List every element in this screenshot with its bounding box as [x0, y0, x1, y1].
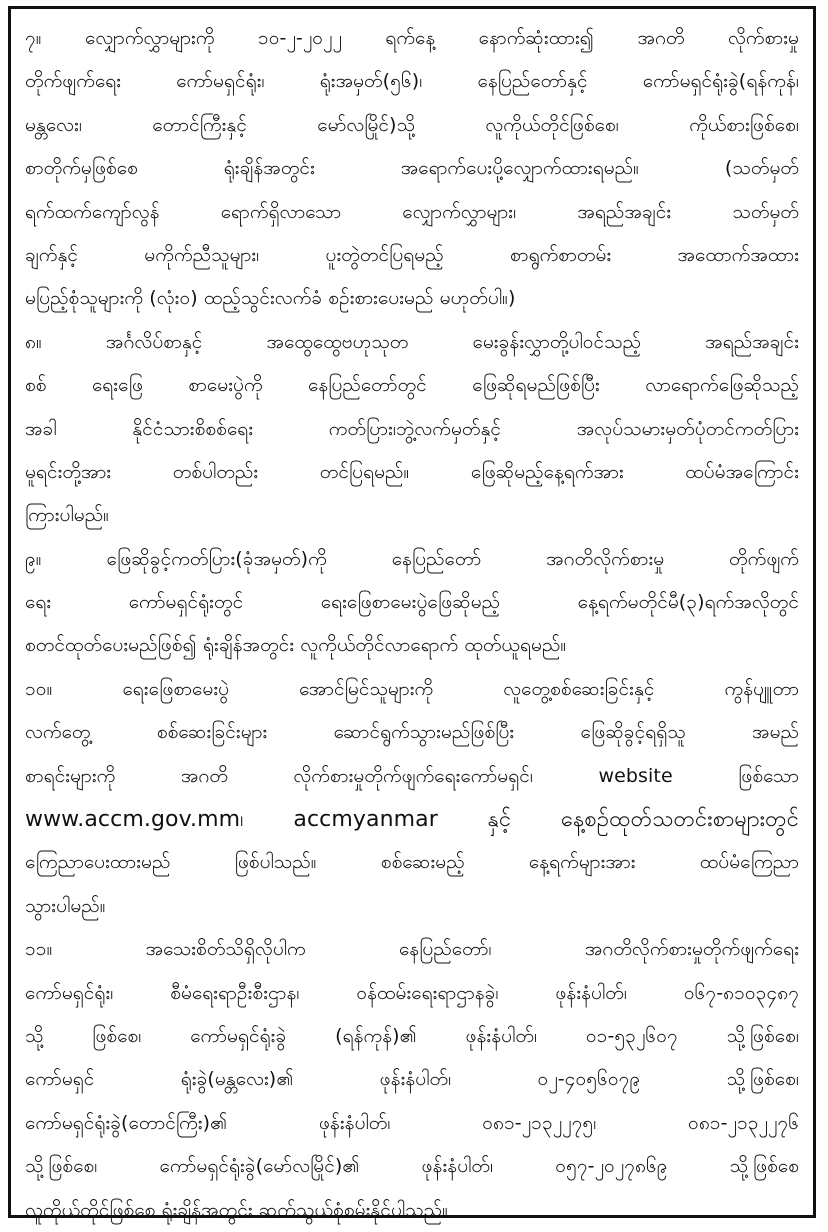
- text-line-website: www.accm.gov.mm၊ accmyanmar နှင့် နေ့စဉ်ထုတ်သတင်းစာများတွင်: [25, 807, 799, 833]
- text-line: ရက်ထက်ကျော်လွန် ရောက်ရှိလာသော လျှောက်လွှာများ၊ အရည်အချင်း သတ်မှတ်: [25, 200, 799, 223]
- text-line: ၇။ လျှောက်လွှာများကို ၁၀-၂-၂၀၂၂ ရက်နေ့ နောက်ဆုံးထား၍ အဂတိ လိုက်စားမှု: [25, 27, 799, 49]
- text-line: သို့ ဖြစ်စေ၊ ကော်မရှင်ရုံးခွဲ (ရန်ကုန်)၏ ဖုန်းနံပါတ်၊ ၀၁-၅၃၂၆၀၇ သို့ဖြစ်စေ၊: [25, 1024, 799, 1047]
- document-frame: [8, 6, 816, 1221]
- text-line: လက်တွေ့ စစ်ဆေးခြင်းများ ဆောင်ရွက်သွားမည်ဖြစ်ပြီး ဖြေဆိုခွင့်ရရှိသူ အမည်: [25, 721, 799, 744]
- text-line: အခါ နိုင်ငံသားစိစစ်ရေး ကတ်ပြား၊ဘွဲ့လက်မှတ်နှင့် အလုပ်သမားမှတ်ပုံတင်ကတ်ပြား: [25, 417, 799, 440]
- text-line: ၁၀။ ရေးဖြေစာမေးပွဲ အောင်မြင်သူများကို လူတွေ့စစ်ဆေးခြင်းနှင့် ကွန်ပျူတာ: [25, 677, 799, 700]
- text-line: ၁၁။ အသေးစိတ်သိရှိလိုပါက နေပြည်တော်၊ အဂတိလိုက်စားမှုတိုက်ဖျက်ရေး: [25, 938, 799, 961]
- text-line: စတင်ထုတ်ပေးမည်ဖြစ်၍ ရုံးချိန်အတွင်း လူကိုယ်တိုင်လာရောက် ထုတ်ယူရမည်။: [25, 634, 567, 657]
- text-line: တိုက်ဖျက်ရေး ကော်မရှင်ရုံး၊ ရုံးအမှတ်(၅၆)၊ နေပြည်တော်နှင့် ကော်မရှင်ရုံးခွဲ(ရန်ကုန်၊: [25, 70, 799, 93]
- text-line: ကြေညာပေးထားမည် ဖြစ်ပါသည်။ စစ်ဆေးမည့် နေ့ရက်များအား ထပ်မံကြေညာ: [25, 851, 799, 874]
- text-line: စာရင်းများကို အဂတိ လိုက်စားမှုတိုက်ဖျက်ရေးကော်မရှင်၊ website ဖြစ်သော: [25, 764, 799, 787]
- text-line: ချက်နှင့် မကိုက်ညီသူများ၊ ပူးတွဲတင်ပြရမည့် စာရွက်စာတမ်း အထောက်အထား: [25, 243, 799, 266]
- text-line: ရေး ကော်မရှင်ရုံးတွင် ရေးဖြေစာမေးပွဲဖြေဆိုမည့် နေ့ရက်မတိုင်မီ(၃)ရက်အလိုတွင်: [25, 591, 799, 614]
- text-line: ကော်မရှင် ရုံးခွဲ(မန္တလေး)၏ ဖုန်းနံပါတ်၊ ၀၂-၄၀၅၆၀၇၉ သို့ဖြစ်စေ၊: [25, 1068, 799, 1091]
- text-line: လူကိုယ်တိုင်ဖြစ်စေ ရုံးချိန်အတွင်း ဆက်သွယ်စုံစမ်းနိုင်ပါသည်။: [25, 1198, 448, 1221]
- text-line: သွားပါမည်။: [25, 894, 106, 917]
- paragraph-item-11: [25, 928, 799, 1232]
- text-line: စစ် ရေးဖြေ စာမေးပွဲကို နေပြည်တော်တွင် ဖြေဆိုရမည်ဖြစ်ပြီး လာရောက်ဖြေဆိုသည့်: [25, 374, 799, 397]
- text-line: သို့ဖြစ်စေ၊ ကော်မရှင်ရုံးခွဲ(မော်လမြိုင်)၏ ဖုန်းနံပါတ်၊ ၀၅၇-၂၀၂၇၈၆၉ သို့ဖြစ်စေ: [25, 1155, 799, 1178]
- text-line: မူရင်းတို့အား တစ်ပါတည်း တင်ပြရမည်။ ဖြေဆိုမည့်နေ့ရက်အား ထပ်မံအကြောင်း: [25, 460, 799, 483]
- text-line: ၈။ အင်္ဂလိပ်စာနှင့် အထွေထွေဗဟုသုတ မေးခွန်းလွှာတို့ပါဝင်သည့် အရည်အချင်း: [25, 330, 799, 353]
- text-line: ကော်မရှင်ရုံးခွဲ(တောင်ကြီး)၏ ဖုန်းနံပါတ်၊ ၀၈၁-၂၁၃၂၂၇၅၊ ၀၈၁-၂၁၃၂၂၇၆: [25, 1111, 799, 1134]
- text-line: မန္တလေး၊ တောင်ကြီးနှင့် မော်လမြိုင်)သို့ လူကိုယ်တိုင်ဖြစ်စေ၊ ကိုယ်စားဖြစ်စေ၊: [25, 113, 799, 136]
- text-line: မပြည့်စုံသူများကို (လုံးဝ) ထည့်သွင်းလက်ခံ စဉ်းစားပေးမည် မဟုတ်ပါ။): [25, 287, 516, 310]
- paragraph-item-8: [25, 321, 799, 538]
- text-line: စာတိုက်မှဖြစ်စေ ရုံးချိန်အတွင်း အရောက်ပေးပို့လျှောက်ထားရမည်။ (သတ်မှတ်: [25, 157, 799, 180]
- paragraph-item-9: [25, 538, 799, 668]
- text-line: ကော်မရှင်ရုံး၊ စီမံရေးရာဦးစီးဌာန၊ ဝန်ထမ်းရေးရာဌာနခွဲ၊ ဖုန်းနံပါတ်၊ ၀၆၇-၈၁၀၃၄၈၇: [25, 981, 799, 1004]
- text-line: ၉။ ဖြေဆိုခွင့်ကတ်ပြား(ခုံအမှတ်)ကို နေပြည်တော် အဂတိလိုက်စားမှု တိုက်ဖျက်: [25, 547, 799, 570]
- paragraph-item-10: [25, 668, 799, 928]
- paragraph-item-7: [25, 17, 799, 321]
- text-line: ကြားပါမည်။: [25, 504, 110, 527]
